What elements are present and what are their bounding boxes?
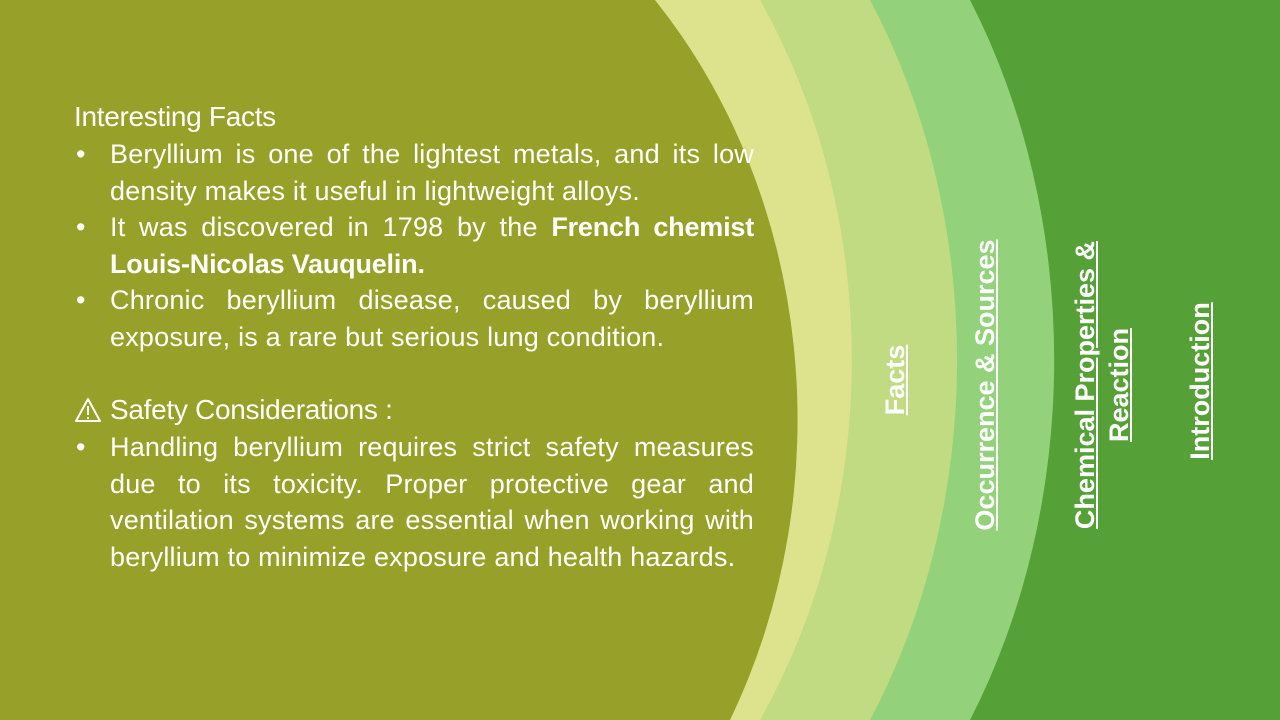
tab-chemical-line2: Reaction xyxy=(1104,327,1134,443)
list-item: • Beryllium is one of the lightest metals, and its low density makes it useful in lightweight alloys. xyxy=(74,136,754,209)
content-area xyxy=(74,98,754,575)
list-item: • Chronic beryllium disease, caused by beryllium exposure, is a rare but serious lung condition. xyxy=(74,282,754,355)
warning-icon xyxy=(74,396,102,424)
facts-heading: Interesting Facts xyxy=(74,101,276,132)
safety-list xyxy=(74,429,754,575)
safety-heading xyxy=(74,391,754,429)
tab-facts[interactable]: Facts xyxy=(880,344,910,416)
facts-list xyxy=(74,136,754,355)
tab-occurrence-sources[interactable]: Occurrence & Sources xyxy=(970,239,1000,531)
tab-chemical-line1: Chemical Properties & xyxy=(1070,240,1100,530)
tab-introduction[interactable]: Introduction xyxy=(1185,302,1215,460)
tab-chemical-properties[interactable] xyxy=(1068,235,1136,535)
list-item: • It was discovered in 1798 by the French chemist Louis-Nicolas Vauquelin. xyxy=(74,209,754,282)
list-item: • Handling beryllium requires strict safety measures due to its toxicity. Proper protective gear and ventilation systems are essential when working with beryllium to minimize exposure and health hazards. xyxy=(74,429,754,575)
chemist-name: French chemist Louis-Nicolas Vauquelin. xyxy=(110,212,754,279)
safety-title: Safety Considerations : xyxy=(110,394,393,425)
